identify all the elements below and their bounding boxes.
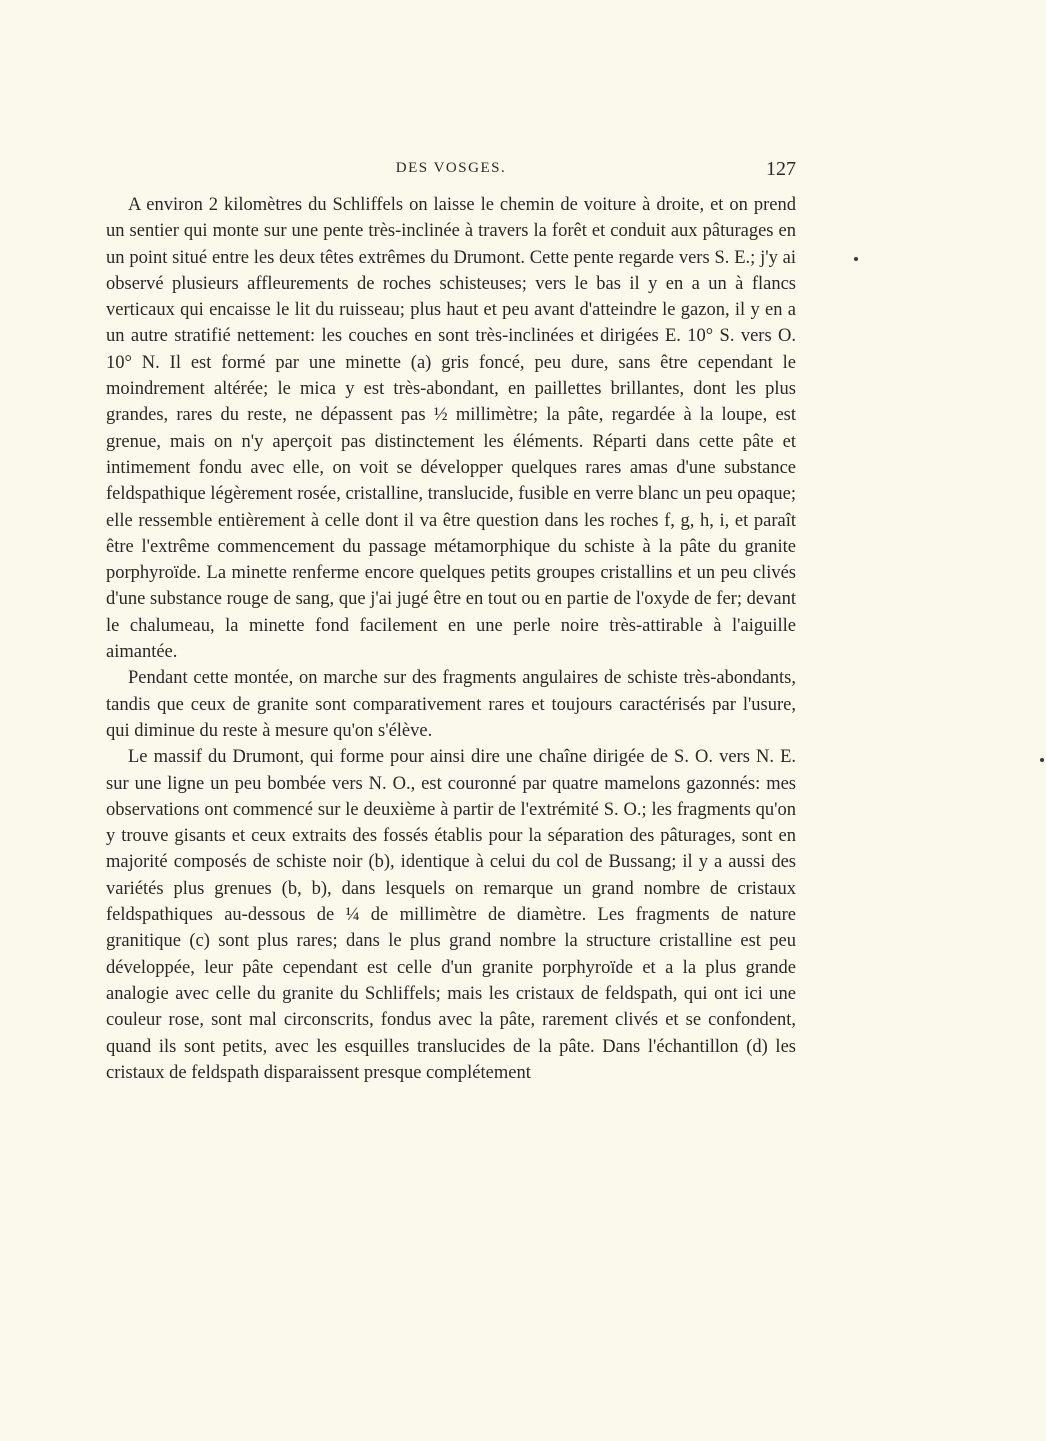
paragraph: A environ 2 kilomètres du Schliffels on laisse le chemin de voiture à droite, et on prend un sentier qui monte sur une pente très-inclinée à travers la forêt et conduit aux pâturages en un point situé entre les deux têtes extrêmes du Drumont. Cette pente regarde vers S. E.; j'y ai observé plusieurs affleurements de roches schisteuses; vers le bas il y en a un à flancs verticaux qui encaisse le lit du ruisseau; plus haut et peu avant d'atteindre le gazon, il y en a un autre stratifié nettement: les couches en sont très-inclinées et dirigées E. 10° S. vers O. 10° N. Il est formé par une minette (a) gris foncé, peu dure, sans être cependant le moindrement altérée; le mica y est très-abondant, en paillettes brillantes, dont les plus grandes, rares du reste, ne dépassent pas ½ millimètre; la pâte, regardée à la loupe, est grenue, mais on n'y aperçoit pas distinctement les éléments. Réparti dans cette pâte et intimement fondu avec elle, on voit se développer quelques rares amas d'une substance feldspathique légèrement rosée, cristalline, translucide, fusible en verre blanc un peu opaque; elle ressemble entièrement à celle dont il va être question dans les roches f, g, h, i, et paraît être l'extrême commencement du passage métamorphique du schiste à la pâte du granite porphyroïde. La minette renferme encore quelques petits groupes cristallins et un peu clivés d'une substance rouge de sang, que j'ai jugé être en tout ou en partie de l'oxyde de fer; devant le chalumeau, la minette fond facilement en une perle noire très-attirable à l'aiguille aimantée. (106, 195, 796, 663)
body-text (106, 192, 796, 1086)
margin-mark (1040, 758, 1044, 762)
page-number: 127 (766, 158, 796, 180)
running-title: DES VOSGES. (395, 160, 507, 176)
paragraph: Le massif du Drumont, qui forme pour ainsi dire une chaîne dirigée de S. O. vers N. E. sur une ligne un peu bombée vers N. O., est couronné par quatre mamelons gazonnés: mes observations ont commencé sur le deuxième à partir de l'extrémité S. O.; les fragments qu'on y trouve gisants et ceux extraits des fossés établis pour la séparation des pâturages, sont en majorité composés de schiste noir (b), identique à celui du col de Bussang; il y a aussi des variétés plus grenues (b, b), dans lesquels on remarque un grand nombre de cristaux feldspathiques au-dessous de ¼ de millimètre de diamètre. Les fragments de nature granitique (c) sont plus rares; dans le plus grand nombre la structure cristalline est peu développée, leur pâte cependant est celle d'un granite porphyroïde et a la plus grande analogie avec celle du granite du Schliffels; mais les cristaux de feldspath, qui ont ici une couleur rose, sont mal circonscrits, fondus avec la pâte, rarement clivés et se confondent, quand ils sont petits, avec les esquilles translucides de la pâte. Dans l'échantillon (d) les cristaux de feldspath disparaissent presque complétement (106, 747, 796, 1083)
margin-mark (854, 257, 858, 261)
page-header (106, 158, 796, 184)
paragraph: Pendant cette montée, on marche sur des fragments angulaires de schiste très-abondants, tandis que ceux de granite sont comparativement rares et toujours caractérisés par l'usure, qui diminue du reste à mesure qu'on s'élève. (106, 668, 796, 741)
